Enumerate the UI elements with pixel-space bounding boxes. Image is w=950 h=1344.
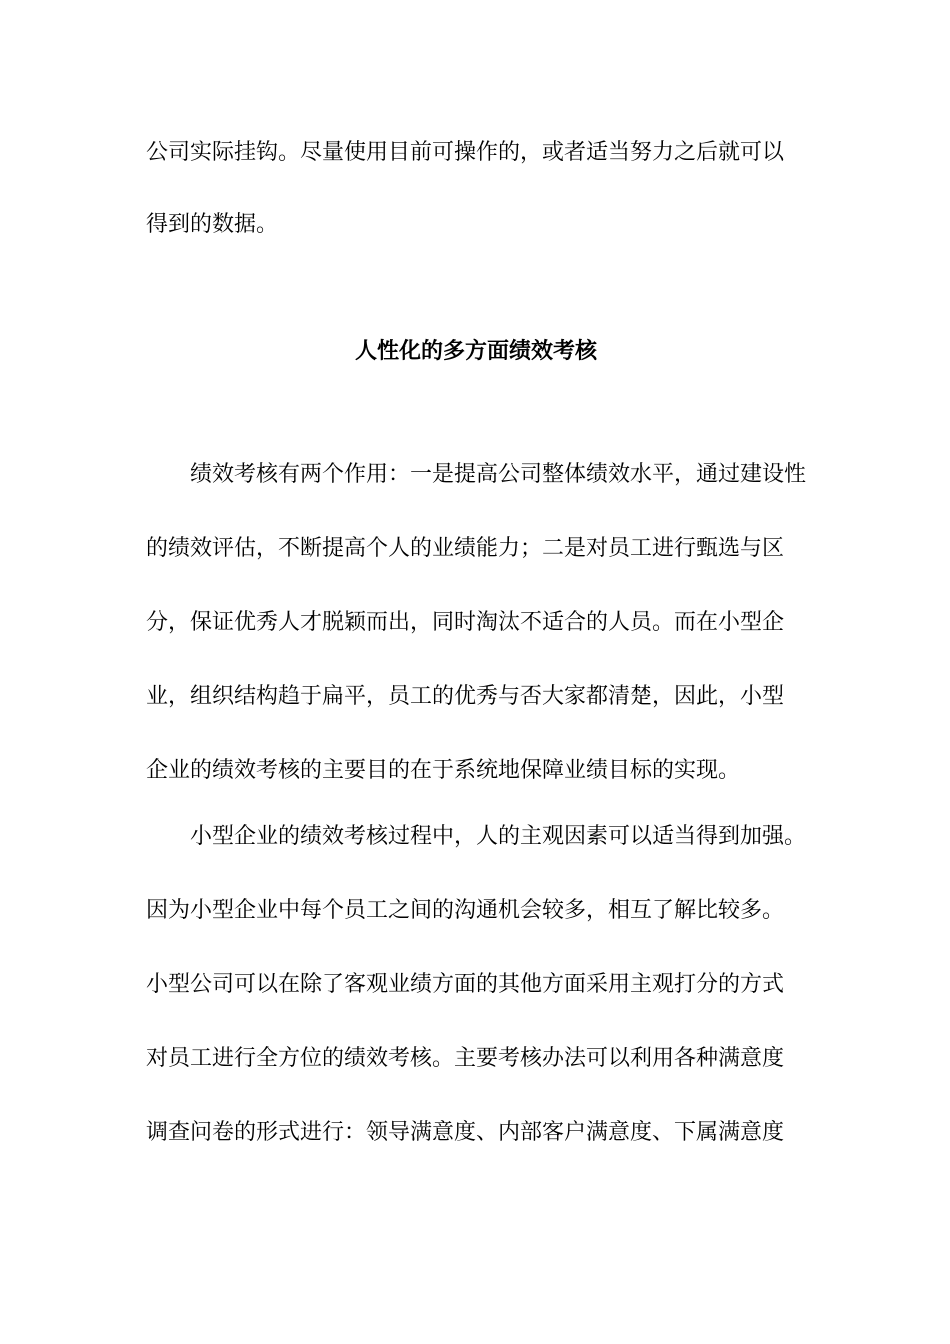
paragraph1-line-2: 的绩效评估，不断提高个人的业绩能力；二是对员工进行甄选与区 bbox=[146, 536, 785, 561]
paragraph1-line-1: 绩效考核有两个作用：一是提高公司整体绩效水平，通过建设性 bbox=[146, 462, 806, 487]
paragraph1-line-5: 企业的绩效考核的主要目的在于系统地保障业绩目标的实现。 bbox=[146, 758, 741, 783]
intro-line-2: 得到的数据。 bbox=[146, 212, 279, 237]
intro-line-1: 公司实际挂钩。尽量使用目前可操作的，或者适当努力之后就可以 bbox=[146, 140, 785, 165]
paragraph2-line-1: 小型企业的绩效考核过程中，人的主观因素可以适当得到加强。 bbox=[146, 824, 806, 849]
paragraph2-line-5: 调查问卷的形式进行：领导满意度、内部客户满意度、下属满意度 bbox=[146, 1120, 785, 1145]
paragraph1-line-3: 分，保证优秀人才脱颖而出，同时淘汰不适合的人员。而在小型企 bbox=[146, 610, 785, 635]
section-title: 人性化的多方面绩效考核 bbox=[354, 338, 597, 364]
paragraph2-line-2: 因为小型企业中每个员工之间的沟通机会较多，相互了解比较多。 bbox=[146, 898, 785, 923]
paragraph1-line-4: 业，组织结构趋于扁平，员工的优秀与否大家都清楚，因此，小型 bbox=[146, 684, 785, 709]
paragraph2-line-4: 对员工进行全方位的绩效考核。主要考核办法可以利用各种满意度 bbox=[146, 1046, 785, 1071]
paragraph2-line-3: 小型公司可以在除了客观业绩方面的其他方面采用主观打分的方式 bbox=[146, 972, 785, 997]
